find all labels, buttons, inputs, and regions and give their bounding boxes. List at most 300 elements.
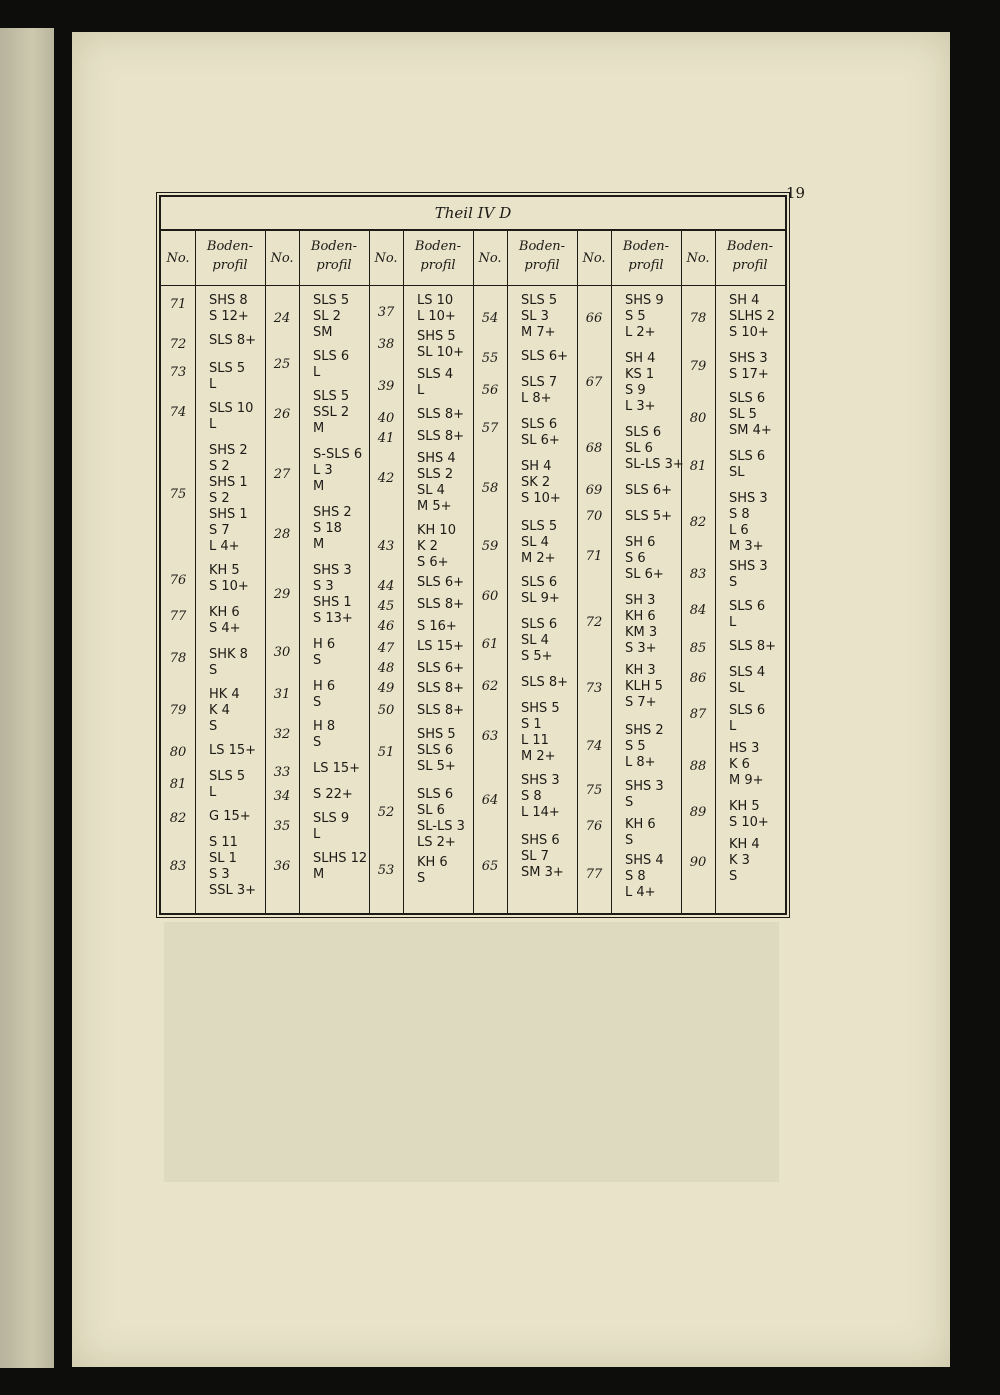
profile-line: SHS 3 xyxy=(729,491,768,506)
column-divider xyxy=(577,229,578,913)
profile-line: SLS 6+ xyxy=(625,483,673,498)
profile-line: S 12+ xyxy=(209,309,249,324)
column-divider xyxy=(507,229,508,913)
soil-profile-entry xyxy=(729,741,764,789)
soil-profile-table xyxy=(159,195,787,915)
profile-line: SHK 8 xyxy=(209,647,248,662)
profile-line: L xyxy=(209,785,217,800)
profile-line: SK 2 xyxy=(521,475,551,490)
soil-profile-entry xyxy=(313,637,335,669)
profile-line: H 6 xyxy=(313,679,336,694)
column-divider xyxy=(611,229,612,913)
soil-profile-entry xyxy=(417,787,465,851)
profile-line: SL 3 xyxy=(521,309,549,324)
row-number: 35 xyxy=(273,819,291,834)
profile-line: SLS 6 xyxy=(729,599,766,614)
profile-line: LS 2+ xyxy=(417,835,456,850)
soil-profile-entry xyxy=(625,663,663,711)
row-number: 37 xyxy=(377,305,395,320)
profile-line: S 11 xyxy=(209,835,238,850)
profile-line: LS 15+ xyxy=(417,639,465,654)
row-number: 38 xyxy=(377,337,395,352)
row-number: 84 xyxy=(689,603,707,618)
profile-line: L xyxy=(417,383,425,398)
soil-profile-entry xyxy=(521,417,560,449)
profile-line: SLS 5 xyxy=(313,293,350,308)
table-title: Theil IV D xyxy=(161,197,785,231)
profile-line: S xyxy=(313,735,322,750)
column-divider xyxy=(403,229,404,913)
profile-line: SHS 5 xyxy=(521,701,560,716)
profile-line: SLS 7 xyxy=(521,375,558,390)
soil-profile-entry xyxy=(417,855,448,887)
profile-line: SL 5+ xyxy=(417,759,456,774)
page xyxy=(72,32,950,1367)
row-number: 76 xyxy=(585,819,603,834)
row-number: 54 xyxy=(481,311,499,326)
profile-line: SLS 6 xyxy=(417,787,454,802)
profile-line: SLS 8+ xyxy=(209,333,257,348)
profile-line: S 2 xyxy=(209,491,230,506)
profile-line: SH 4 xyxy=(729,293,760,308)
row-number: 31 xyxy=(273,687,291,702)
soil-profile-entry xyxy=(729,391,772,439)
header-profile: Boden- profil xyxy=(206,239,254,273)
profile-line: M 7+ xyxy=(521,325,556,340)
row-number: 57 xyxy=(481,421,499,436)
header-no: No. xyxy=(686,251,710,266)
row-number: 63 xyxy=(481,729,499,744)
profile-line: S 5 xyxy=(625,309,646,324)
profile-line: S 5+ xyxy=(521,649,553,664)
soil-profile-entry xyxy=(417,639,464,655)
soil-profile-entry xyxy=(521,773,560,821)
column-divider xyxy=(715,229,716,913)
row-number: 76 xyxy=(169,573,187,588)
profile-line: S xyxy=(625,795,634,810)
profile-line: SLS 6 xyxy=(417,743,454,758)
row-number: 25 xyxy=(273,357,291,372)
profile-line: SLHS 2 xyxy=(729,309,775,324)
profile-line: G 15+ xyxy=(209,809,251,824)
profile-line: SH 4 xyxy=(625,351,656,366)
soil-profile-entry xyxy=(417,727,456,775)
profile-line: S 22+ xyxy=(313,787,353,802)
row-number: 29 xyxy=(273,587,291,602)
row-number: 66 xyxy=(585,311,603,326)
soil-profile-entry xyxy=(313,851,367,883)
row-number: 58 xyxy=(481,481,499,496)
profile-line: H 8 xyxy=(313,719,336,734)
profile-line: KH 10 xyxy=(417,523,456,538)
row-number: 47 xyxy=(377,641,395,656)
profile-line: LS 15+ xyxy=(209,743,257,758)
soil-profile-entry xyxy=(313,787,353,803)
profile-line: SHS 3 xyxy=(625,779,664,794)
profile-line: L 2+ xyxy=(625,325,656,340)
row-number: 44 xyxy=(377,579,395,594)
row-number: 61 xyxy=(481,637,499,652)
row-number: 55 xyxy=(481,351,499,366)
profile-line: M xyxy=(313,867,325,882)
profile-line: SL 2 xyxy=(313,309,341,324)
soil-profile-entry xyxy=(313,811,349,843)
profile-line: S 4+ xyxy=(209,621,241,636)
profile-line: SL-LS 3+ xyxy=(625,457,684,472)
profile-line: S 3+ xyxy=(625,641,657,656)
row-number: 46 xyxy=(377,619,395,634)
profile-line: SLS 6 xyxy=(313,349,350,364)
profile-line: S 7 xyxy=(209,523,230,538)
soil-profile-entry xyxy=(625,779,664,811)
profile-line: SLS 8+ xyxy=(729,639,777,654)
soil-profile-entry xyxy=(417,619,457,635)
row-number: 49 xyxy=(377,681,395,696)
profile-line: L xyxy=(729,719,737,734)
profile-line: S xyxy=(313,695,322,710)
profile-line: S xyxy=(625,833,634,848)
profile-line: SLS 5 xyxy=(209,769,246,784)
row-number: 74 xyxy=(169,405,187,420)
profile-line: SM 3+ xyxy=(521,865,564,880)
profile-line: SLHS 12 xyxy=(313,851,368,866)
row-number: 71 xyxy=(585,549,603,564)
column-divider xyxy=(265,229,266,913)
row-number: 33 xyxy=(273,765,291,780)
profile-line: SL 6 xyxy=(625,441,653,456)
row-number: 79 xyxy=(169,703,187,718)
page-number: 19 xyxy=(786,184,806,202)
row-number: 80 xyxy=(689,411,707,426)
soil-profile-entry xyxy=(417,681,464,697)
profile-line: SM 4+ xyxy=(729,423,772,438)
soil-profile-entry xyxy=(313,505,352,553)
row-number: 27 xyxy=(273,467,291,482)
profile-line: SLS 8+ xyxy=(417,429,465,444)
row-number: 71 xyxy=(169,297,187,312)
profile-line: SLS 6 xyxy=(521,575,558,590)
profile-line: SL 4 xyxy=(521,535,549,550)
header-profile: Boden- profil xyxy=(726,239,774,273)
row-number: 82 xyxy=(689,515,707,530)
row-number: 60 xyxy=(481,589,499,604)
soil-profile-entry xyxy=(729,837,760,885)
profile-line: SL-LS 3 xyxy=(417,819,465,834)
soil-profile-entry xyxy=(209,769,245,801)
row-number: 86 xyxy=(689,671,707,686)
profile-line: SLS 4 xyxy=(417,367,454,382)
profile-line: L 8+ xyxy=(521,391,552,406)
soil-profile-entry xyxy=(729,799,769,831)
profile-line: SLS 6 xyxy=(729,391,766,406)
soil-profile-entry xyxy=(521,575,560,607)
soil-profile-entry xyxy=(729,559,768,591)
profile-line: SHS 6 xyxy=(521,833,560,848)
soil-profile-entry xyxy=(521,675,568,691)
profile-line: M 9+ xyxy=(729,773,764,788)
soil-profile-entry xyxy=(625,293,664,341)
row-number: 40 xyxy=(377,411,395,426)
profile-line: L 4+ xyxy=(625,885,656,900)
profile-line: SL 10+ xyxy=(417,345,465,360)
profile-line: SLS 8+ xyxy=(417,597,465,612)
header-no: No. xyxy=(270,251,294,266)
profile-line: S 16+ xyxy=(417,619,457,634)
profile-line: SL xyxy=(729,465,745,480)
soil-profile-entry xyxy=(313,563,353,627)
profile-line: S 1 xyxy=(521,717,542,732)
soil-profile-entry xyxy=(625,723,664,771)
profile-line: SLS 8+ xyxy=(521,675,569,690)
row-number: 77 xyxy=(585,867,603,882)
profile-line: SLS 6+ xyxy=(417,661,465,676)
profile-line: S 18 xyxy=(313,521,342,536)
soil-profile-entry xyxy=(313,349,349,381)
soil-profile-entry xyxy=(625,817,656,849)
soil-profile-entry xyxy=(209,605,241,637)
profile-line: SLS 2 xyxy=(417,467,454,482)
row-number: 62 xyxy=(481,679,499,694)
profile-line: SHS 2 xyxy=(209,443,248,458)
header-no: No. xyxy=(478,251,502,266)
profile-line: S xyxy=(729,869,738,884)
profile-line: L xyxy=(209,377,217,392)
soil-profile-entry xyxy=(729,351,769,383)
row-number: 85 xyxy=(689,641,707,656)
row-number: 24 xyxy=(273,311,291,326)
profile-line: KH 5 xyxy=(729,799,760,814)
profile-line: LS 15+ xyxy=(313,761,361,776)
profile-line: SL xyxy=(729,681,745,696)
row-number: 74 xyxy=(585,739,603,754)
profile-line: SHS 5 xyxy=(417,329,456,344)
profile-line: SHS 3 xyxy=(729,559,768,574)
row-number: 48 xyxy=(377,661,395,676)
profile-line: SH 6 xyxy=(625,535,656,550)
profile-line: S xyxy=(729,575,738,590)
profile-line: M 2+ xyxy=(521,551,556,566)
profile-line: SLS 5 xyxy=(521,519,558,534)
profile-line: HK 4 xyxy=(209,687,240,702)
profile-line: SLS 5+ xyxy=(625,509,673,524)
soil-profile-entry xyxy=(313,679,335,711)
profile-line: S xyxy=(209,663,218,678)
soil-profile-entry xyxy=(209,809,251,825)
profile-line: SHS 4 xyxy=(625,853,664,868)
soil-profile-entry xyxy=(625,509,672,525)
profile-line: L 14+ xyxy=(521,805,560,820)
profile-line: SH 3 xyxy=(625,593,656,608)
row-number: 90 xyxy=(689,855,707,870)
soil-profile-entry xyxy=(209,743,256,759)
row-number: 89 xyxy=(689,805,707,820)
header-profile: Boden- profil xyxy=(518,239,566,273)
profile-line: SHS 2 xyxy=(625,723,664,738)
profile-line: SLS 6 xyxy=(521,417,558,432)
column-divider xyxy=(195,229,196,913)
profile-line: SHS 3 xyxy=(729,351,768,366)
profile-line: SL 1 xyxy=(209,851,237,866)
profile-line: S 6+ xyxy=(417,555,449,570)
soil-profile-entry xyxy=(417,407,464,423)
profile-line: S 8 xyxy=(521,789,542,804)
profile-line: M 3+ xyxy=(729,539,764,554)
row-number: 28 xyxy=(273,527,291,542)
profile-line: SLS 6+ xyxy=(521,349,569,364)
profile-line: K 3 xyxy=(729,853,750,868)
row-number: 80 xyxy=(169,745,187,760)
row-number: 73 xyxy=(585,681,603,696)
profile-line: SLS 5 xyxy=(313,389,350,404)
soil-profile-entry xyxy=(625,483,672,499)
profile-line: KH 6 xyxy=(625,609,656,624)
profile-line: L 11 xyxy=(521,733,549,748)
profile-line: L 3 xyxy=(313,463,333,478)
row-number: 52 xyxy=(377,805,395,820)
column-divider xyxy=(299,229,300,913)
soil-profile-entry xyxy=(521,459,561,507)
row-number: 78 xyxy=(169,651,187,666)
profile-line: KH 5 xyxy=(209,563,240,578)
header-profile: Boden- profil xyxy=(310,239,358,273)
row-number: 83 xyxy=(689,567,707,582)
row-number: 78 xyxy=(689,311,707,326)
row-number: 43 xyxy=(377,539,395,554)
row-number: 72 xyxy=(169,337,187,352)
row-number: 45 xyxy=(377,599,395,614)
soil-profile-entry xyxy=(625,853,664,901)
profile-line: SH 4 xyxy=(521,459,552,474)
profile-line: K 6 xyxy=(729,757,750,772)
row-number: 87 xyxy=(689,707,707,722)
soil-profile-entry xyxy=(313,447,362,495)
profile-line: M xyxy=(313,421,325,436)
profile-line: M xyxy=(313,537,325,552)
header-profile: Boden- profil xyxy=(414,239,462,273)
profile-line: S 8 xyxy=(729,507,750,522)
left-page-edge xyxy=(0,28,54,1368)
profile-line: SL 6+ xyxy=(625,567,664,582)
profile-line: SLS 6 xyxy=(729,449,766,464)
profile-line: L 8+ xyxy=(625,755,656,770)
row-number: 83 xyxy=(169,859,187,874)
row-number: 64 xyxy=(481,793,499,808)
profile-line: SLS 10 xyxy=(209,401,254,416)
soil-profile-entry xyxy=(209,647,248,679)
profile-line: SLS 6 xyxy=(625,425,662,440)
row-number: 68 xyxy=(585,441,603,456)
soil-profile-entry xyxy=(625,425,684,473)
row-number: 41 xyxy=(377,431,395,446)
profile-line: SLS 8+ xyxy=(417,703,465,718)
soil-profile-entry xyxy=(209,333,256,349)
profile-line: SSL 2 xyxy=(313,405,350,420)
profile-line: HS 3 xyxy=(729,741,760,756)
soil-profile-entry xyxy=(417,367,453,399)
soil-profile-entry xyxy=(209,361,245,393)
profile-line: S 2 xyxy=(209,459,230,474)
profile-line: S 10+ xyxy=(521,491,561,506)
row-number: 77 xyxy=(169,609,187,624)
header-no: No. xyxy=(374,251,398,266)
profile-line: K 2 xyxy=(417,539,438,554)
profile-line: SL 4 xyxy=(521,633,549,648)
profile-line: L xyxy=(313,365,321,380)
row-number: 36 xyxy=(273,859,291,874)
row-number: 69 xyxy=(585,483,603,498)
soil-profile-entry xyxy=(417,293,456,325)
profile-line: L 6 xyxy=(729,523,749,538)
profile-line: SM xyxy=(313,325,333,340)
profile-line: SL 4 xyxy=(417,483,445,498)
row-number: 56 xyxy=(481,383,499,398)
soil-profile-entry xyxy=(417,661,464,677)
profile-line: M 5+ xyxy=(417,499,452,514)
profile-line: SHS 5 xyxy=(417,727,456,742)
row-number: 81 xyxy=(689,459,707,474)
profile-line: SHS 4 xyxy=(417,451,456,466)
soil-profile-entry xyxy=(729,491,768,555)
profile-line: SL 9+ xyxy=(521,591,560,606)
row-number: 88 xyxy=(689,759,707,774)
profile-line: SLS 8+ xyxy=(417,681,465,696)
row-number: 51 xyxy=(377,745,395,760)
profile-line: S 7+ xyxy=(625,695,657,710)
header-no: No. xyxy=(582,251,606,266)
profile-line: SLS 4 xyxy=(729,665,766,680)
profile-line: SL 5 xyxy=(729,407,757,422)
soil-profile-entry xyxy=(521,701,560,765)
soil-profile-entry xyxy=(729,639,776,655)
profile-line: SLS 8+ xyxy=(417,407,465,422)
profile-line: S xyxy=(417,871,426,886)
profile-line: SHS 1 xyxy=(209,507,248,522)
soil-profile-entry xyxy=(521,833,564,881)
soil-profile-entry xyxy=(313,389,349,437)
soil-profile-entry xyxy=(625,593,657,657)
soil-profile-entry xyxy=(625,535,664,583)
soil-profile-entry xyxy=(417,451,456,515)
soil-profile-entry xyxy=(625,351,656,415)
soil-profile-entry xyxy=(209,443,248,555)
profile-line: SLS 9 xyxy=(313,811,350,826)
header-no: No. xyxy=(166,251,190,266)
profile-line: S 10+ xyxy=(209,579,249,594)
soil-profile-entry xyxy=(417,575,464,591)
profile-line: SLS 6 xyxy=(729,703,766,718)
soil-profile-entry xyxy=(417,329,464,361)
row-number: 59 xyxy=(481,539,499,554)
soil-profile-entry xyxy=(209,563,249,595)
profile-line: M 2+ xyxy=(521,749,556,764)
profile-line: KH 6 xyxy=(209,605,240,620)
profile-line: SL 7 xyxy=(521,849,549,864)
profile-line: S 9 xyxy=(625,383,646,398)
profile-line: K 4 xyxy=(209,703,230,718)
profile-line: S 3 xyxy=(209,867,230,882)
profile-line: S xyxy=(313,653,322,668)
row-number: 32 xyxy=(273,727,291,742)
profile-line: KLH 5 xyxy=(625,679,663,694)
profile-line: S 10+ xyxy=(729,815,769,830)
soil-profile-entry xyxy=(729,599,765,631)
profile-line: S xyxy=(209,719,218,734)
row-number: 73 xyxy=(169,365,187,380)
soil-profile-entry xyxy=(417,597,464,613)
soil-profile-entry xyxy=(417,429,464,445)
soil-profile-entry xyxy=(209,687,240,735)
profile-line: S 5 xyxy=(625,739,646,754)
